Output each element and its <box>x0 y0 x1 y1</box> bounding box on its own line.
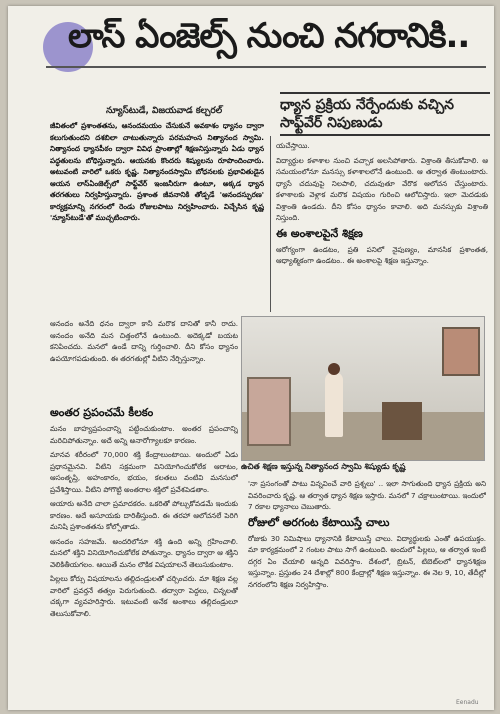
headline: లాస్ ఏంజెల్స్ నుంచి నగరానికి.. <box>68 16 470 56</box>
paragraph: ఆయారు అనేది చాలా ప్రమాదకరం. ఒకరితో పోల్చుకోవడమే ఇందుకు కారణం. అదే అసూయకు దారితీస్తుంది. ఈ తరహా ఆలోచనలే పెరిగి మనిషి ప్రశాంతతను కోల్పోతాడు. <box>50 499 238 531</box>
paragraph: ఆనందం సహజమే. అందరిలోనూ శక్తి ఉంది అన్ని గ్రహించాలి. మనలో శక్తిని వినియోగించుకోలేక పోతున్నాం. ధ్యానం ద్వారా ఆ శక్తిని వెలికితీయగలం. ఆయితే మనం లౌకిక విషయాలనే తెలుసుకుంటాం. <box>50 536 238 569</box>
subhead-half-hour: రోజులో అరగంట కేటాయిస్తే చాలు <box>248 515 390 529</box>
photo-caption: ఉచిత శిక్షణ ఇస్తున్న నిత్యానంద స్వామి శిష్యుడు కృష్ణ <box>241 462 406 471</box>
right-column-bottom <box>248 478 486 703</box>
paragraph: మనం బాహ్యప్రపంచాన్ని పట్టించుకుంటాం. అంతర ప్రపంచాన్ని మరిచిపోతున్నాం. అదే అన్ని అనారోగ్యాలకూ కారణం. <box>50 424 238 445</box>
left-column-bottom <box>50 404 238 706</box>
paragraph: 'నా ప్రసంగంతో పాటు విన్నవించే వారి ప్రశ్నలు' .. ఇలా సాగుతుంది ధ్యాన ప్రక్రియ అని వివరించారు కృష్ణ. ఆ తర్వాత ధ్యాన శిక్షణ ఇస్తారు. మనలో 7 చక్రాలుంటాయి. ఇందులో 7 రకాల ధ్యానాలు చెబుతారు. <box>248 479 486 511</box>
newspaper-clipping <box>8 6 494 710</box>
photo-chair <box>382 402 422 440</box>
paragraph: విద్యార్థుల కళాశాల నుంచి వచ్చాక అలసిపోతారు. విశ్రాంతి తీసుకోవాలి. ఆ సమయంలోనూ మనస్సు కళాశాలలోనే ఉంటుంది. ఆ తర్వాత తింటుంటారు. ధ్యాసే చదువుపై నిలపాలి, చదువుతూ వేరొక ఆలోచన చేస్తుంటారు. కళాశాలకు వెళ్లాక మరొక విషయం గురించి ఆలోచిస్తారు. ఇలా మెదడుకు విశ్రాంతి ఉండదు. దీని కోసం ధ్యానం కావాలి. అది మనస్సుకు విశ్రాంతి నిస్తుంది. <box>276 155 488 222</box>
photo-speaker <box>325 372 343 437</box>
article-photo <box>241 316 485 461</box>
watermark: Eenadu <box>456 699 479 706</box>
paragraph: ఆరోగ్యంగా ఉండటం, ప్రతి పనిలో నైపుణ్యం, మానసిక ప్రశాంతత, ఆధ్యాత్మికంగా ఉండటం.. ఈ అంశాలపై శిక్షణ ఇస్తున్నాం. <box>276 244 488 265</box>
photo-portrait-right <box>442 327 480 376</box>
paragraph: ఆనందం అనేది ధనం ద్వారా కానీ మరొక దానితో కానీ రాదు. ఆనందం అనేది మన చిత్తంలోనే ఉంటుంది. అదెక్కడో బయట కనిపించదు. మనలో ఉండే దాన్ని గుర్తించాలి. దీని కోసం ధ్యానం ఉపయోగపడుతుంది. ఈ తరగతుల్లో వీటిని నేర్పిస్తున్నాం. <box>50 319 238 363</box>
box-heading: ధ్యాన ప్రక్రియ నేర్పేందుకు వచ్చిన సాఫ్ట్‌వేర్ నిపుణుడు <box>280 92 490 136</box>
headline-rule <box>46 66 486 68</box>
paragraph: యచేస్తాయి. <box>276 141 310 150</box>
paragraph: మానవ శరీరంలో 70,000 శక్తి కేంద్రాలుంటాయి. అందులో ఏడు ప్రధానమైనవి. వీటిని సక్రమంగా వినియోగించుకోలేక ఆరాటం, ఆసంతృప్తి, అహంకారం, భయం, కలతలు వంటివి మనసులో ప్రవేశిస్తాయి. వీటిని పోగొట్టి అంతరాల శక్తిలో ప్రవేశపెడతాం. <box>50 450 238 494</box>
right-column-top <box>276 140 488 312</box>
column-rule <box>270 136 271 312</box>
intro-paragraph: జీవితంలో ప్రశాంతతను, ఆనందమయం చేసుకునే అవకాశం ధ్యానం ద్వారా కలుగుతుందని దశబిలా చాటుతున్నారు పరమహంస నిత్యానంద స్వామి. నిత్యానంద ధ్యానపీఠం ద్వారా వివిధ ప్రాంతాల్లో శిక్షణనిస్తున్నారు ఏడు ధ్యాన పద్ధతులను బోధిస్తున్నారు. ఆయనకు కొందరు శిష్యులను రూపొందించారు. అటువంటి వారిలో ఒకరు కృష్ణ. నిత్యానందస్వామి బోధనలకు ప్రభావితుడైన ఆయన లాస్‌ఏంజెల్స్‌లో సాఫ్ట్‌వేర్ ఇంజనీరుగా ఉంటూ, అక్కడ ధ్యాన తరగతులు నిర్వహిస్తున్నారు. ప్రశాంత జీవనానికి తోడ్పడే 'ఆనందస్ఫురణ' కార్యక్రమాన్ని నగరంలో రెండు రోజులపాటు నిర్వహించారు. విచ్చేసిన కృష్ణ 'న్యూస్‌టుడే'తో ముచ్చటించారు. <box>50 121 264 222</box>
subhead-inner-world: అంతర ప్రపంచమే కీలకం <box>50 406 154 419</box>
paragraph: పిల్లలు కోర్సు విషయాలను తల్లిదండ్రులతో చర్చించరు. మా శిక్షణ వల్ల వారిలో ప్రవర్తనే తత్వం పెరుగుతుంది. తద్వారా పెద్దలు, చిన్నలతో చక్కగా వ్యవహరిస్తారు. ఇటువంటి అనేక అంశాలు తల్లిదండ్రులూ తెలుసుకోవాలి. <box>50 574 238 618</box>
subhead-training-topics: ఈ అంశాలపైనే శిక్షణ <box>276 226 363 240</box>
photo-speaker-head <box>328 363 340 375</box>
left-column-top <box>50 120 264 316</box>
byline: న్యూస్‌టుడే, విజయవాడ కల్చరల్ <box>106 106 223 116</box>
left-column-mid <box>50 318 238 408</box>
photo-portrait-left <box>247 377 291 446</box>
paragraph: రోజుకు 30 నిమిషాలు ధ్యానానికి కేటాయిస్తే చాలు. విద్యార్థులకు ఎంతో ఉపయుక్తం. మా కార్యక్రమంలో 2 గంటల పాటు సాగే ఉంటుంది. అందులో పిల్లలు, ఆ తర్వాత ఇంటి దగ్గర ఏం చేయాలి అన్నది వివరిస్తాం. దేశంలో, బ్రిటన్, టిబెట్‌లలో ధ్యానశిక్షణ ఇస్తున్నాం. ప్రస్తుతం 24 దేశాల్లో 800 కేంద్రాల్లో శిక్షణ ఇస్తున్నాం. ఈ నెల 9, 10, తేదీల్లో నగరంలోని శిక్షణ నిర్వహిస్తాం. <box>248 533 486 589</box>
